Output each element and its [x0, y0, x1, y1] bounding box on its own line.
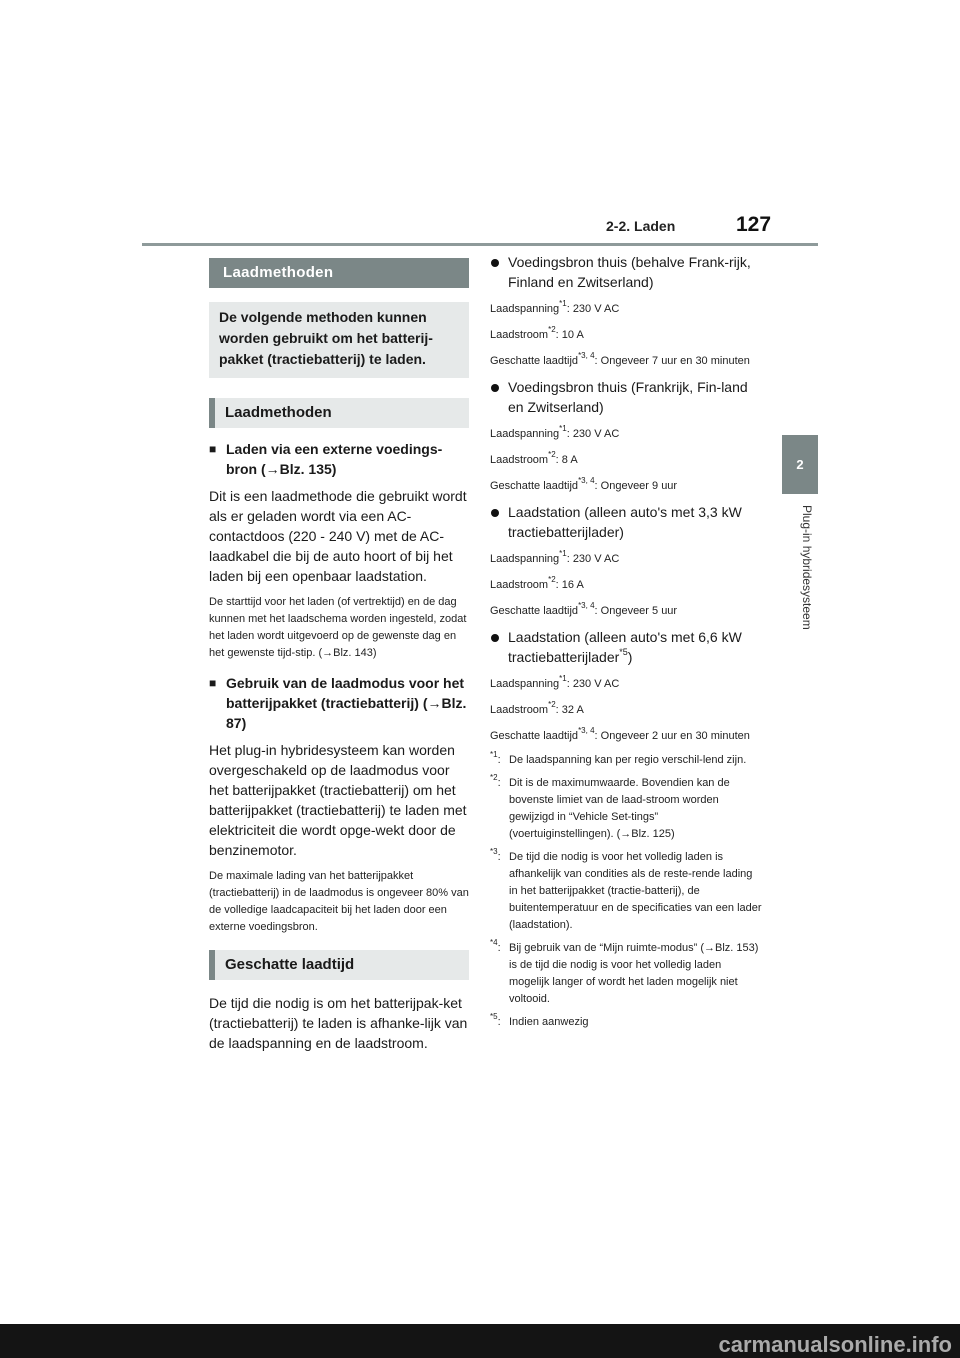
spec-label: Geschatte laadtijd [490, 605, 579, 617]
spec-label: Laadspanning [490, 553, 560, 565]
separator: : [566, 678, 573, 690]
footnote-ref: *2 [548, 325, 556, 334]
separator: : [555, 454, 562, 466]
source-title: Voedingsbron thuis (behalve Frank-rijk, Finland en Zwitserland) [508, 254, 751, 290]
footnote-ref: *2 [548, 450, 556, 459]
chapter-tab: 2 [782, 435, 818, 494]
spec-value: Ongeveer 2 uur en 30 minuten [600, 730, 750, 742]
spec-label: Laadstroom [490, 579, 549, 591]
footnote-ref: *3, 4 [578, 476, 595, 485]
watermark: carmanualsonline.info [718, 1332, 952, 1357]
spec-label: Geschatte laadtijd [490, 730, 579, 742]
footnote-ref: *2 [548, 700, 556, 709]
spec-value: Ongeveer 5 uur [600, 605, 678, 617]
spec-value: Ongeveer 7 uur en 30 minuten [600, 355, 750, 367]
spec-time [490, 603, 762, 620]
spec-label: Laadstroom [490, 329, 549, 341]
separator: : [594, 730, 601, 742]
spec-voltage [490, 426, 762, 443]
footnote-text: Bij gebruik van de “Mijn ruimte-modus” (→Blz. 153) is de tijd die nodig is voor het volledig laden mogelijk langer of wordt het laden mogelijk niet voltooid. [509, 942, 759, 1005]
spec-label: Laadstroom [490, 454, 549, 466]
round-bullet-icon [490, 502, 508, 542]
spec-value: 8 A [561, 454, 578, 466]
footnote-ref: *3, 4 [578, 726, 595, 735]
chapter-label: Plug-in hybridesysteem [800, 505, 814, 630]
item-heading-text: Gebruik van de laadmodus voor het batterijpakket (tractiebatterij) (→Blz. 87) [226, 675, 467, 731]
footnote-ref: *1 [559, 549, 567, 558]
spec-value: 230 V AC [572, 553, 620, 565]
item-body-external-source: Dit is een laadmethode die gebruikt wordt als er geladen wordt via een AC-contactdoos (220 - 240 V) met de AC-laadkabel die bij de auto hoort of bij het laden bij een openbaar laadstation. [209, 488, 467, 584]
round-bullet-icon [490, 377, 508, 417]
footnote-ref: *3, 4 [578, 601, 595, 610]
spec-label: Laadspanning [490, 428, 560, 440]
left-column [209, 258, 469, 1053]
square-bullet-icon: ■ [209, 442, 217, 456]
footnote-text: De tijd die nodig is voor het volledig laden is afhankelijk van condities als de reste-rende lading in het batterijpakket (tractie-batterij), de buitentemperatuur en de specificaties van een lader (laadstation). [509, 851, 762, 931]
footnote-ref: *2 [548, 575, 556, 584]
footnote: $^{*5}$: Indien aanwezig [490, 1014, 762, 1031]
spec-current [490, 702, 762, 719]
footnote-text: De laadspanning kan per regio verschil-lend zijn. [509, 754, 747, 766]
footnote: $^{*2}$: Dit is de maximumwaarde. Bovendien kan de bovenste limiet van de laad-stroom worden gewijzigd in “Vehicle Set-tings” (voertuiginstellingen). (→Blz. 125) [490, 775, 762, 843]
spec-value: 16 A [561, 579, 584, 591]
spec-time [490, 728, 762, 745]
right-column [490, 252, 762, 1031]
spec-label: Laadspanning [490, 303, 560, 315]
header-divider [142, 243, 818, 246]
spec-label: Laadstroom [490, 704, 549, 716]
spec-label: Geschatte laadtijd [490, 480, 579, 492]
item-heading-text: Laden via een externe voedings-bron (→Blz. 135) [226, 441, 443, 477]
item-note-max-charge: De maximale lading van het batterijpakket (tractiebatterij) in de laadmodus is ongeveer 80% van de volledige laadcapaciteit bij het laden door een externe voedingsbron. [209, 870, 469, 933]
sub-banner-laadmethoden: Laadmethoden [209, 398, 469, 428]
spec-voltage [490, 301, 762, 318]
item-heading-external-source [209, 439, 469, 479]
footnote-mark: *5 [490, 1012, 498, 1021]
footnote-mark: *2 [490, 773, 498, 782]
spec-voltage [490, 551, 762, 568]
source-heading [490, 502, 762, 542]
separator: : [594, 605, 601, 617]
separator: : [555, 329, 562, 341]
round-bullet-icon [490, 627, 508, 667]
footnote-ref: *5 [619, 647, 628, 657]
spec-current [490, 577, 762, 594]
round-bullet-icon [490, 252, 508, 292]
separator: : [566, 428, 573, 440]
spec-current [490, 452, 762, 469]
separator: : [555, 579, 562, 591]
footnote-text: Dit is de maximumwaarde. Bovendien kan de bovenste limiet van de laad-stroom worden gewijzigd in “Vehicle Set-tings” (voertuiginstellingen). (→Blz. 125) [509, 777, 730, 840]
source-title: Laadstation (alleen auto's met 3,3 kW tractiebatterijlader) [508, 504, 742, 540]
footnote-ref: *3, 4 [578, 351, 595, 360]
spec-voltage [490, 676, 762, 693]
spec-value: 32 A [561, 704, 584, 716]
spec-value: 10 A [561, 329, 584, 341]
square-bullet-icon: ■ [209, 676, 217, 690]
source-title-end: ) [627, 649, 633, 665]
separator: : [594, 355, 601, 367]
spec-value: 230 V AC [572, 428, 620, 440]
spec-label: Geschatte laadtijd [490, 355, 579, 367]
footnote: $^{*1}$: De laadspanning kan per regio verschil-lend zijn. [490, 752, 762, 769]
spec-time [490, 478, 762, 495]
separator: : [594, 480, 601, 492]
sub-banner-charge-time: Geschatte laadtijd [209, 950, 469, 980]
footnote-ref: *1 [559, 674, 567, 683]
footnote: $^{*4}$: Bij gebruik van de “Mijn ruimte-modus” (→Blz. 153) is de tijd die nodig is voor het volledig laden mogelijk langer of wordt het laden mogelijk niet voltooid. [490, 940, 762, 1008]
source-heading [490, 252, 762, 292]
footnote-mark: *4 [490, 938, 498, 947]
source-heading [490, 627, 762, 667]
item-note-schedule: De starttijd voor het laden (of vertrektijd) en de dag kunnen met het laadschema worden ingesteld, zodat het laden wordt uitgevoerd op de gewenste dag en het gewenste tijd-stip. (→Blz. 143) [209, 596, 467, 659]
spec-time [490, 353, 762, 370]
source-title: Voedingsbron thuis (Frankrijk, Fin-land en Zwitserland) [508, 379, 748, 415]
section-banner-laadmethoden: Laadmethoden [209, 258, 469, 288]
footnote-ref: *1 [559, 299, 567, 308]
spec-current [490, 327, 762, 344]
footnote-text: Indien aanwezig [509, 1016, 589, 1028]
spec-label: Laadspanning [490, 678, 560, 690]
spec-value: 230 V AC [572, 678, 620, 690]
spec-value: 230 V AC [572, 303, 620, 315]
page-number: 127 [736, 213, 772, 236]
charge-time-body: De tijd die nodig is om het batterijpak-ket (tractiebatterij) te laden is afhanke-lijk van de laadspanning en de laadstroom. [209, 995, 468, 1051]
intro-box: De volgende methoden kunnen worden gebruikt om het batterij-pakket (tractiebatterij) te laden. [209, 302, 469, 378]
footnote-mark: *1 [490, 750, 498, 759]
separator: : [566, 303, 573, 315]
item-heading-charge-mode [209, 673, 469, 733]
footnote-ref: *1 [559, 424, 567, 433]
source-title [508, 627, 762, 667]
section-title: 2-2. Laden [606, 218, 676, 234]
separator: : [566, 553, 573, 565]
source-title-text: Laadstation (alleen auto's met 6,6 kW tractiebatterijlader [508, 629, 742, 665]
footnote: $^{*3}$: De tijd die nodig is voor het volledig laden is afhankelijk van condities als de reste-rende lading in het batterijpakket (tractie-batterij), de buitentemperatuur en de specificaties van een lader (laadstation). [490, 849, 762, 934]
source-heading [490, 377, 762, 417]
separator: : [555, 704, 562, 716]
footnote-mark: *3 [490, 847, 498, 856]
item-body-charge-mode: Het plug-in hybridesysteem kan worden overgeschakeld op de laadmodus voor het batterijpakket (tractiebatterij) om het batterijpakket (tractiebatterij) te laden met elektriciteit die wordt opge-wekt door de benzinemotor. [209, 742, 467, 858]
spec-value: Ongeveer 9 uur [600, 480, 678, 492]
